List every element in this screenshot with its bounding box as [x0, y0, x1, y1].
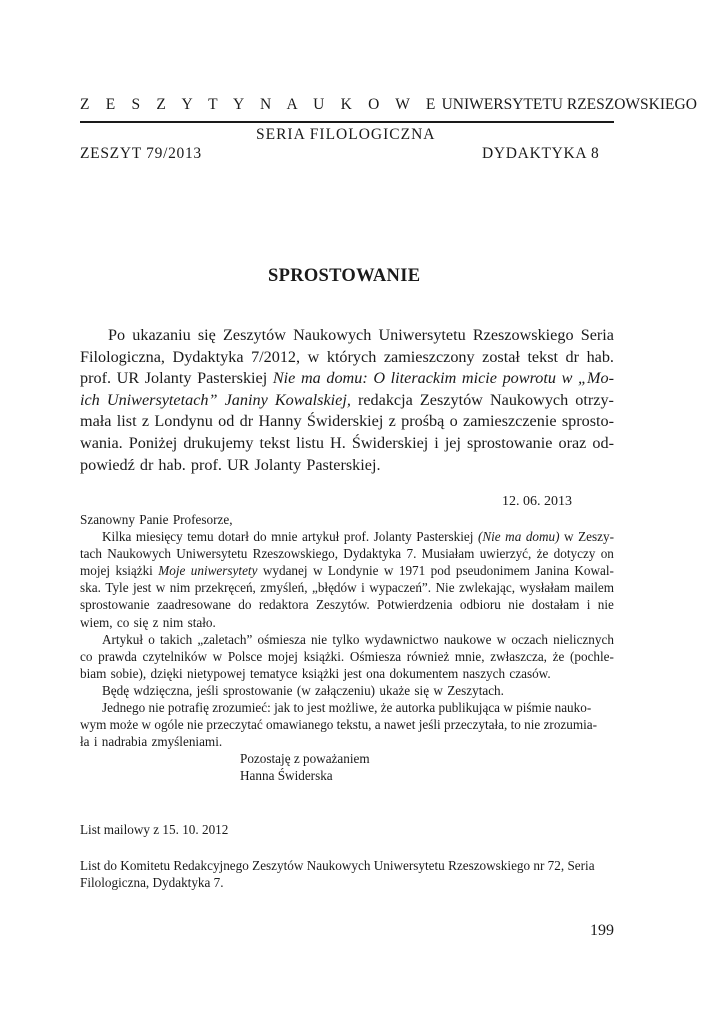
word: zwłaszcza,: [490, 648, 547, 664]
word: w: [433, 682, 448, 698]
word: Uniwersytetu: [378, 326, 466, 344]
word: czytelników: [142, 648, 207, 664]
word: Zeszytów: [419, 390, 483, 409]
word: książki: [301, 665, 344, 681]
letter-signature: Hanna Świderska: [240, 768, 333, 784]
word: „błędów: [311, 580, 357, 596]
word: artykuł: [301, 529, 340, 545]
word: hab.: [158, 455, 191, 474]
article-title: SPROSTOWANIE: [268, 266, 421, 286]
word: o: [148, 631, 155, 647]
letter-line: [80, 562, 614, 579]
word: od-: [592, 433, 614, 452]
word: czasów.: [509, 665, 551, 681]
word: w: [383, 563, 394, 579]
word: list: [116, 412, 137, 431]
word: tematyce: [249, 665, 302, 681]
word: „Mo-: [577, 369, 614, 388]
word: Zeszy-: [578, 529, 614, 545]
letter-line: [80, 596, 614, 613]
intro-line: [80, 433, 614, 455]
word: się: [414, 682, 434, 698]
word: sprostowanie: [222, 682, 297, 698]
word: ich: [80, 390, 100, 409]
letter-line: [80, 579, 614, 596]
word: Londynu: [154, 412, 213, 431]
word: micie: [461, 369, 497, 388]
word: Dydaktyka: [172, 347, 244, 366]
word: prośbą: [401, 412, 445, 431]
word: do: [238, 597, 252, 613]
word: mojej: [80, 563, 111, 579]
word: nie: [311, 631, 328, 647]
word: Moje: [158, 563, 186, 579]
word: jej: [444, 433, 461, 452]
word: dotyczy: [553, 546, 596, 562]
word: mnie,: [454, 648, 485, 664]
word: nim: [169, 580, 191, 596]
word: Londynie: [327, 563, 379, 579]
intro-line: [80, 347, 614, 369]
word: jeśli: [196, 682, 223, 698]
word: temu: [187, 529, 214, 545]
word: prof.: [80, 369, 112, 388]
word: Janina: [535, 563, 569, 579]
word: dzięki: [150, 665, 188, 681]
word: Jolanty: [254, 455, 307, 474]
word: Hanny: [258, 412, 302, 431]
journal-title: [80, 96, 697, 114]
letter-line: [80, 682, 614, 699]
word: dr: [565, 347, 580, 366]
word: książki: [115, 563, 153, 579]
word: nie: [597, 597, 614, 613]
letter-line: [80, 648, 614, 665]
word: przekręceń,: [194, 580, 256, 596]
header-rule: [80, 121, 614, 123]
word: jest: [133, 580, 152, 596]
word: w: [307, 347, 320, 366]
word: „zaletach”: [197, 631, 253, 647]
word: uwierzyć,: [479, 546, 532, 562]
word: dostałam: [531, 597, 580, 613]
word: wiem,: [80, 614, 117, 630]
footnote-line-text: Filologiczna, Dydaktyka 7.: [80, 875, 224, 890]
word: on: [600, 546, 614, 562]
word: powiedź: [80, 455, 140, 474]
word: (w: [296, 682, 316, 698]
word: Kilka: [102, 529, 132, 545]
word: Kowalskiej,: [274, 390, 351, 409]
issue-number: ZESZYT 79/2013: [80, 145, 202, 162]
intro-line: [80, 411, 614, 433]
word: stało.: [187, 614, 216, 630]
word: że: [536, 546, 549, 562]
word: Artykuł: [102, 631, 144, 647]
word: i: [361, 580, 365, 596]
word: książki.: [303, 648, 345, 664]
word: od: [218, 412, 235, 431]
word: 7.: [406, 546, 417, 562]
word: dotarł: [218, 529, 249, 545]
word: pseudonimem: [455, 563, 530, 579]
word: Nie: [435, 580, 455, 596]
word: w: [312, 563, 323, 579]
word: wysłałam: [519, 580, 570, 596]
intro-line: [80, 455, 614, 477]
word: ska.: [80, 580, 101, 596]
word: Zeszytów.: [315, 597, 370, 613]
word: tach: [80, 546, 102, 562]
word: również: [406, 648, 450, 664]
letter-line: [80, 545, 614, 562]
footnote-line-text: List do Komitetu Redakcyjnego Zeszytów Naukowych Uniwersytetu Rzeszowskiego nr 72, Seria: [80, 858, 595, 873]
word: o: [449, 412, 458, 431]
word: Filologiczna,: [80, 347, 165, 366]
letter-line-text: Jednego nie potrafię zrozumieć: jak to jest możliwe, że autorka publikująca w piśmie nauko-: [102, 700, 592, 716]
word: sprostowanie: [80, 597, 150, 613]
word: (pochle-: [569, 648, 614, 664]
word: prawda: [98, 648, 137, 664]
word: mailem: [574, 580, 614, 596]
word: Zeszytach.: [447, 682, 504, 698]
footnote-letter: [80, 857, 614, 891]
intro-line: [80, 368, 614, 390]
letter-salutation: Szanowny Panie Profesorze,: [80, 512, 233, 527]
word: O: [373, 369, 386, 388]
word: Zeszytów: [223, 326, 286, 344]
word: Rzeszowskiego: [472, 326, 574, 344]
word: sobie),: [110, 665, 151, 681]
word: których: [326, 347, 377, 366]
word: Potwierdzenia: [377, 597, 453, 613]
word: jest: [343, 665, 367, 681]
word: sprosto-: [561, 412, 614, 431]
word: biam: [80, 665, 111, 681]
word: nie: [508, 597, 525, 613]
journal-title-rest: UNIWERSYTETU RZESZOWSKIEGO: [441, 96, 697, 113]
word: do: [253, 529, 267, 545]
word: pod: [430, 563, 451, 579]
word: i: [586, 597, 591, 613]
word: sprostowanie: [467, 433, 553, 452]
section-name: DYDAKTYKA 8: [482, 145, 600, 162]
word: drukujemy: [183, 433, 254, 452]
word: Jolanty: [144, 369, 192, 388]
word: Seria: [580, 326, 614, 344]
word: wania.: [80, 433, 123, 452]
word: wypaczeń”.: [369, 580, 432, 596]
word: zmyśleń,: [260, 580, 308, 596]
word: Będę: [102, 682, 134, 698]
word: z: [388, 412, 396, 431]
word: się: [133, 614, 153, 630]
word: w: [155, 580, 166, 596]
journal-title-spaced: Z E S Z Y T Y N A U K O W E: [80, 96, 442, 113]
word: z: [152, 614, 163, 630]
word: nietypowej: [187, 665, 250, 681]
letter-line: [80, 699, 614, 716]
footnote-line: [80, 857, 614, 874]
word: Po: [108, 326, 126, 344]
word: ośmiesza: [257, 631, 306, 647]
word: 7/2012,: [251, 347, 301, 366]
letter-line: [80, 631, 614, 648]
word: został: [482, 347, 520, 366]
footnote-line: [80, 874, 614, 891]
word: uniwersytety: [190, 563, 258, 579]
word: tekst: [259, 433, 291, 452]
word: redaktora: [258, 597, 309, 613]
word: w: [496, 631, 507, 647]
word: z: [141, 412, 150, 431]
letter-line: [80, 614, 614, 631]
letter-line: [80, 733, 614, 750]
word: Jolanty: [373, 529, 412, 545]
word: redakcja: [357, 390, 413, 409]
word: H.: [330, 433, 346, 452]
word: Poniżej: [128, 433, 178, 452]
word: (Nie: [477, 529, 501, 545]
word: Naukowych: [107, 546, 171, 562]
letter-line-text: wym może w ogóle nie przeczytać omawianego tekstu, a nawet jeśli przeczytała, to nie zrozumia-: [80, 717, 598, 733]
word: Tyle: [105, 580, 129, 596]
word: Musiałam: [421, 546, 475, 562]
word: wydanej: [262, 563, 308, 579]
letter-line: [80, 716, 614, 733]
word: Kowal-: [574, 563, 614, 579]
word: zamieszczenie: [463, 412, 557, 431]
intro-line: [80, 390, 614, 412]
word: Uniwersytetu: [176, 546, 248, 562]
word: załączeniu): [315, 682, 380, 698]
word: mojej: [267, 648, 298, 664]
word: naukowe: [443, 631, 492, 647]
word: Dydaktyka: [343, 546, 402, 562]
word: dr: [139, 455, 159, 474]
word: tylko: [332, 631, 360, 647]
word: Ośmiesza: [349, 648, 402, 664]
word: ma: [505, 529, 522, 545]
word: otrzy-: [575, 390, 614, 409]
word: listu: [296, 433, 324, 452]
word: UR: [116, 369, 140, 388]
word: nielicznych: [553, 631, 614, 647]
word: Rzeszowskiego,: [252, 546, 338, 562]
word: ona: [366, 665, 390, 681]
word: mnie: [271, 529, 298, 545]
word: hab.: [586, 347, 614, 366]
word: zwlekając,: [459, 580, 516, 596]
letter-body: [80, 511, 614, 785]
word: w: [561, 369, 573, 388]
intro-line: [80, 325, 614, 347]
footnote-mail: List mailowy z 15. 10. 2012: [80, 822, 229, 837]
word: naszych: [462, 665, 510, 681]
word: miesięcy: [135, 529, 183, 545]
word: oczach: [511, 631, 548, 647]
word: tekst: [527, 347, 559, 366]
series-name: SERIA FILOLOGICZNA: [256, 126, 436, 143]
word: wydawnictwo: [364, 631, 439, 647]
intro-paragraph: [80, 325, 614, 476]
word: 1971: [398, 563, 426, 579]
word: Nie: [272, 369, 296, 388]
word: Świderskiej: [351, 433, 429, 452]
word: prof.: [343, 529, 370, 545]
word: wdzięczna,: [133, 682, 197, 698]
word: prof.: [190, 455, 227, 474]
page-number: 199: [590, 922, 614, 939]
letter-line: [80, 528, 614, 545]
word: Pasterskiej.: [306, 455, 381, 474]
word: Świderskiej: [306, 412, 384, 431]
word: zamieszczony: [383, 347, 475, 366]
letter-line-text: ła i nadrabia zmyśleniami.: [80, 734, 223, 750]
word: co: [80, 648, 93, 664]
letter-line: [80, 665, 614, 682]
word: odbioru: [459, 597, 501, 613]
word: i: [434, 433, 439, 452]
word: się: [197, 326, 216, 344]
letter-closing: Pozostaję z poważaniem: [240, 751, 370, 767]
word: domu:: [326, 369, 368, 388]
word: co: [116, 614, 134, 630]
word: ukazaniu: [132, 326, 191, 344]
word: zaadresowane: [156, 597, 231, 613]
word: dokumentem: [389, 665, 463, 681]
word: powrotu: [502, 369, 556, 388]
word: Pasterskiej: [197, 369, 268, 388]
word: Polsce: [227, 648, 263, 664]
word: oraz: [558, 433, 587, 452]
word: ma: [300, 369, 321, 388]
word: nim: [162, 614, 188, 630]
word: Pasterskiej: [416, 529, 474, 545]
word: Janiny: [224, 390, 268, 409]
word: w: [212, 648, 223, 664]
word: literackim: [390, 369, 457, 388]
word: mała: [80, 412, 112, 431]
word: Uniwersytetach”: [106, 390, 218, 409]
word: że: [552, 648, 565, 664]
word: takich: [160, 631, 193, 647]
word: domu): [525, 529, 560, 545]
word: w: [564, 529, 574, 545]
word: ukaże: [379, 682, 415, 698]
word: Naukowych: [293, 326, 372, 344]
word: dr: [239, 412, 254, 431]
letter-date: 12. 06. 2013: [502, 494, 572, 509]
word: Naukowych: [489, 390, 569, 409]
word: UR: [226, 455, 255, 474]
